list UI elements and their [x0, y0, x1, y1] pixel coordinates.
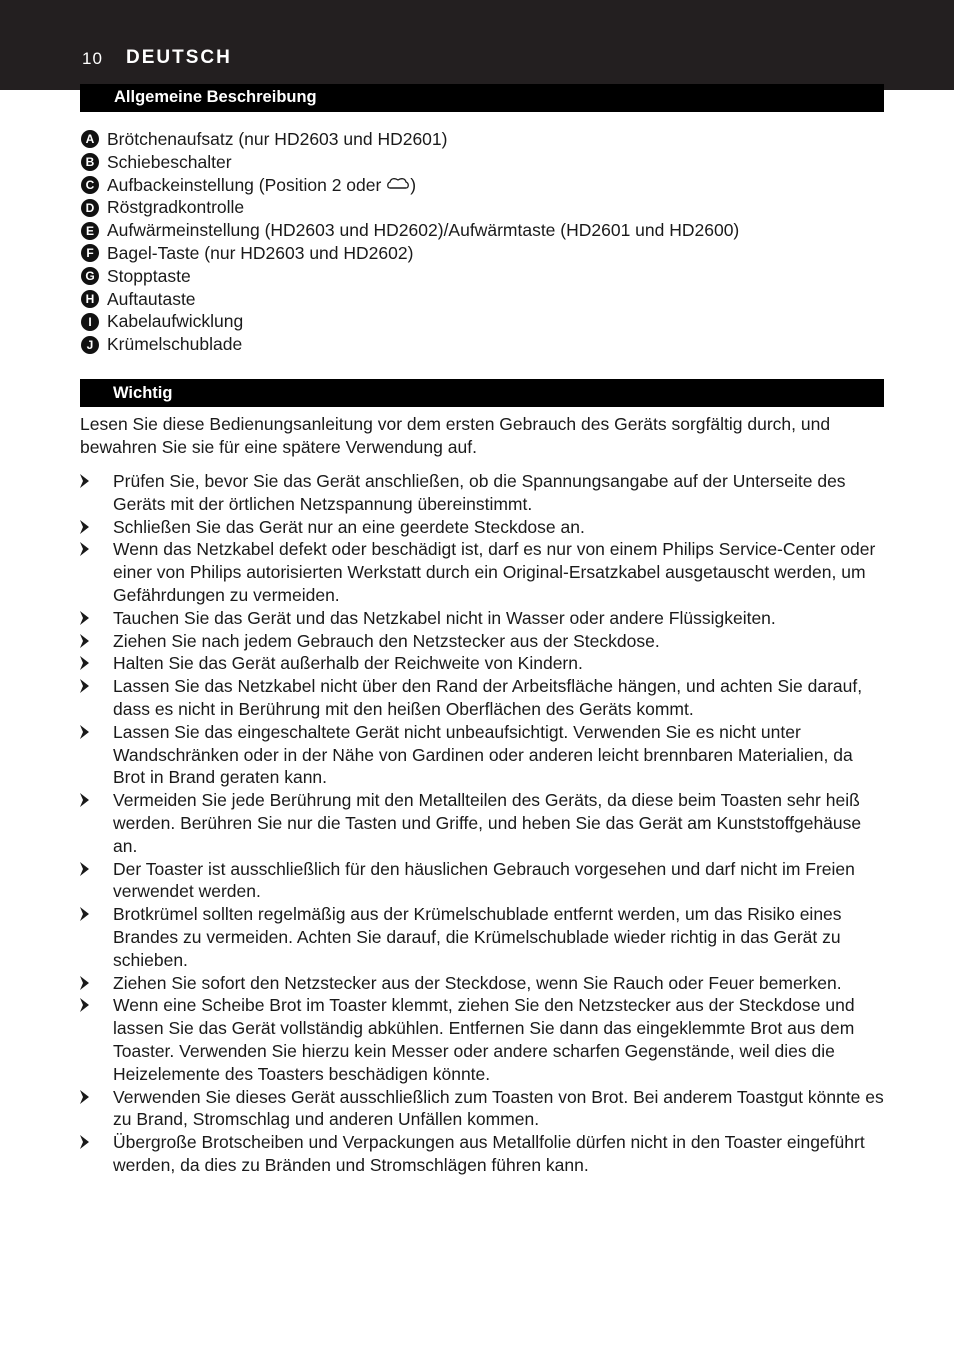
- section-heading-important: [80, 379, 884, 407]
- list-item: [80, 516, 888, 539]
- bullet-text: Tauchen Sie das Gerät und das Netzkabel nicht in Wasser oder andere Flüssigkeiten.: [113, 607, 776, 628]
- item-text: Röstgradkontrolle: [107, 197, 245, 218]
- bullet-icon: [80, 542, 89, 556]
- bullet-icon: [80, 611, 89, 625]
- letter-badge: J: [81, 336, 99, 354]
- item-text: Kabelaufwicklung: [107, 311, 244, 332]
- intro-paragraph: Lesen Sie diese Bedienungsanleitung vor dem ersten Gebrauch des Geräts sorgfältig durch, und bewahren Sie sie für eine spätere Verwendung auf.: [80, 414, 831, 457]
- list-item: [80, 1131, 888, 1177]
- letter-badge: F: [81, 244, 99, 262]
- item-text: Aufwärmeinstellung (HD2603 und HD2602)/Aufwärmtaste (HD2601 und HD2600): [107, 220, 740, 241]
- bullet-icon: [80, 998, 89, 1012]
- item-text: Schiebeschalter: [107, 151, 232, 172]
- letter-badge: G: [81, 267, 99, 285]
- item-text: Bagel-Taste (nur HD2603 und HD2602): [107, 242, 414, 263]
- parts-list: [81, 128, 739, 356]
- letter-badge: C: [81, 176, 99, 194]
- safety-list: [80, 470, 888, 1177]
- list-item: [80, 470, 888, 516]
- item-text: Aufbackeinstellung (Position 2 oder ): [107, 174, 417, 195]
- bullet-icon: [80, 520, 89, 534]
- list-item: [80, 652, 888, 675]
- list-item: [81, 310, 739, 333]
- bullet-text: Vermeiden Sie jede Berührung mit den Metallteilen des Geräts, da diese beim Toasten sehr heiß werden. Berühren Sie nur die Tasten und Griffe, und heben Sie das Gerät am Kunststoffgehäuse an.: [113, 790, 862, 856]
- section-title: Allgemeine Beschreibung: [114, 88, 317, 106]
- list-item: [81, 151, 739, 174]
- letter-badge: I: [81, 313, 99, 331]
- bun-icon: [386, 177, 410, 192]
- list-item: [80, 994, 888, 1085]
- bullet-text: Der Toaster ist ausschließlich für den häuslichen Gebrauch vorgesehen und darf nicht im Freien verwendet werden.: [113, 858, 855, 902]
- list-item: [81, 196, 739, 219]
- list-item: [80, 903, 888, 971]
- bullet-icon: [80, 1090, 89, 1104]
- bullet-icon: [80, 907, 89, 921]
- letter-badge: H: [81, 290, 99, 308]
- bullet-text: Wenn das Netzkabel defekt oder beschädigt ist, darf es nur von einem Philips Service-Center oder einer von Philips autorisierten Werkstatt durch ein Original-Ersatzkabel ausgetauscht werden, um Gefährdungen zu vermeiden.: [113, 539, 876, 605]
- list-item: [80, 1086, 888, 1132]
- bullet-text: Wenn eine Scheibe Brot im Toaster klemmt, ziehen Sie den Netzstecker aus der Steckdose und lassen Sie das Gerät vollständig abkühlen. Entfernen Sie dann das eingeklemmte Brot aus dem Toaster. Verwenden Sie hierzu kein Messer oder andere scharfen Gegenstände, weil dies die Heizelemente des Toasters beschädigen könnte.: [113, 995, 855, 1084]
- bullet-text: Ziehen Sie sofort den Netzstecker aus der Steckdose, wenn Sie Rauch oder Feuer bemerken.: [113, 972, 842, 993]
- bullet-icon: [80, 474, 89, 488]
- bullet-text: Verwenden Sie dieses Gerät ausschließlich zum Toasten von Brot. Bei anderem Toastgut könnte es zu Brand, Stromschlag und anderen Unfällen kommen.: [113, 1086, 884, 1130]
- list-item: [80, 972, 888, 995]
- list-item: [80, 721, 888, 789]
- list-item: [81, 128, 739, 151]
- bullet-text: Lassen Sie das eingeschaltete Gerät nicht unbeaufsichtigt. Verwenden Sie es nicht unter Wandschränken oder in der Nähe von Gardinen oder anderen leicht brennbaren Materialien, da Brot in Brand geraten kann.: [113, 721, 853, 788]
- list-item: [81, 174, 739, 197]
- bullet-icon: [80, 862, 89, 876]
- bullet-icon: [80, 656, 89, 670]
- list-item: [80, 630, 888, 653]
- section-title: Wichtig: [113, 384, 173, 402]
- bullet-text: Halten Sie das Gerät außerhalb der Reichweite von Kindern.: [113, 653, 583, 674]
- item-text: Stopptaste: [107, 265, 191, 286]
- bullet-icon: [80, 1135, 89, 1149]
- bullet-text: Prüfen Sie, bevor Sie das Gerät anschließen, ob die Spannungsangabe auf der Unterseite des Geräts mit der örtlichen Netzspannung übereinstimmt.: [113, 471, 846, 514]
- letter-badge: B: [81, 153, 99, 171]
- list-item: [80, 858, 888, 904]
- bullet-text: Ziehen Sie nach jedem Gebrauch den Netzstecker aus der Steckdose.: [113, 630, 660, 651]
- bullet-text: Brotkrümel sollten regelmäßig aus der Krümelschublade entfernt werden, um das Risiko eines Brandes zu vermeiden. Achten Sie darauf, die Krümelschublade wieder richtig in das Gerät zu schieben.: [113, 904, 842, 970]
- list-item: [81, 219, 739, 242]
- list-item: [81, 333, 739, 356]
- bullet-icon: [80, 793, 89, 807]
- list-item: [80, 675, 888, 721]
- bullet-icon: [80, 634, 89, 648]
- list-item: [80, 607, 888, 630]
- list-item: [81, 288, 739, 311]
- letter-badge: D: [81, 199, 99, 217]
- header-bar: [0, 0, 954, 90]
- item-text: Krümelschublade: [107, 334, 243, 355]
- item-text: Auftautaste: [107, 288, 196, 309]
- bullet-text: Lassen Sie das Netzkabel nicht über den Rand der Arbeitsfläche hängen, und achten Sie darauf, dass es nicht in Berührung mit den heißen Oberflächen des Geräts kommt.: [113, 676, 863, 719]
- list-item: [81, 242, 739, 265]
- list-item: [80, 789, 888, 857]
- letter-badge: E: [81, 222, 99, 240]
- section-heading-general: [80, 84, 884, 112]
- bullet-text: Schließen Sie das Gerät nur an eine geerdete Steckdose an.: [113, 516, 585, 537]
- bullet-text: Übergroße Brotscheiben und Verpackungen aus Metallfolie dürfen nicht in den Toaster eingeführt werden, da dies zu Bränden und Stromschlägen führen kann.: [113, 1132, 865, 1175]
- bullet-icon: [80, 725, 89, 739]
- language-heading: DEUTSCH: [126, 47, 232, 68]
- page-number: 10: [82, 49, 103, 68]
- list-item: [81, 265, 739, 288]
- letter-badge: A: [81, 130, 99, 148]
- item-text: Brötchenaufsatz (nur HD2603 und HD2601): [107, 129, 448, 149]
- list-item: [80, 538, 888, 606]
- bullet-icon: [80, 679, 89, 693]
- bullet-icon: [80, 976, 89, 990]
